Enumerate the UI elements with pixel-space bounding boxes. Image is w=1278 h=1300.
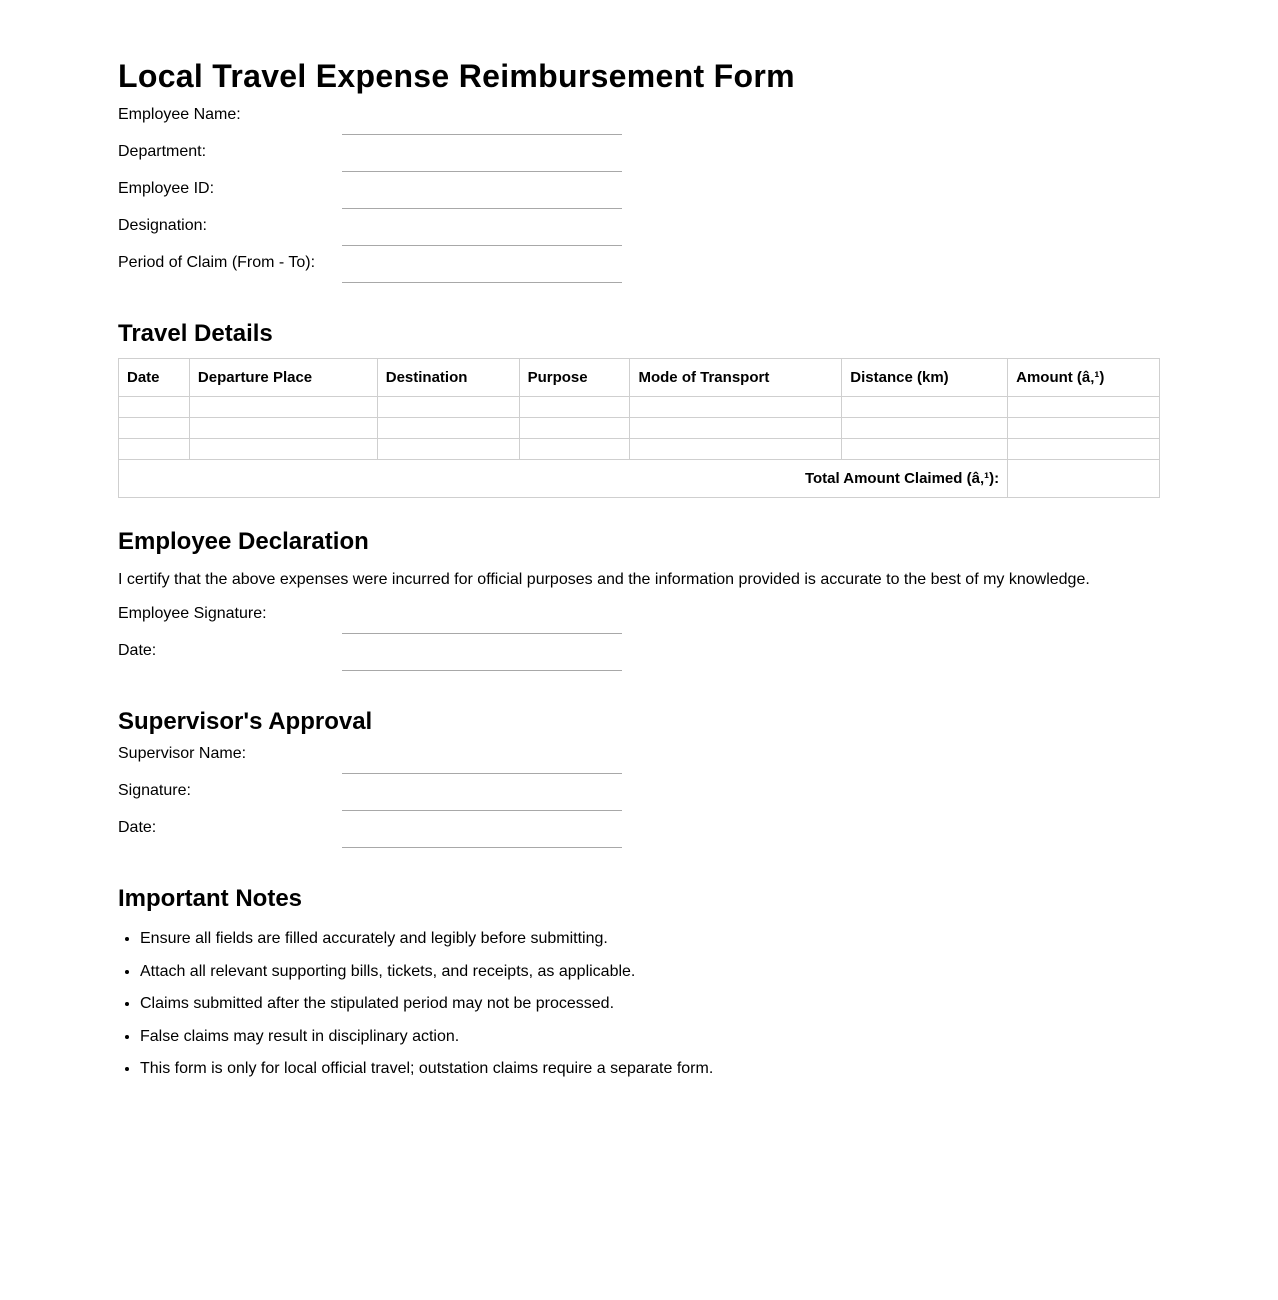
- employee-name-row: [118, 106, 622, 136]
- department-label: Department:: [118, 143, 207, 160]
- employee-id-input[interactable]: [342, 190, 622, 209]
- approval-date-input[interactable]: [342, 829, 622, 848]
- list-item: • Attach all relevant supporting bills, tickets, and receipts, as applicable.: [140, 961, 713, 994]
- page-title: Local Travel Expense Reimbursement Form: [118, 58, 795, 94]
- supervisor-name-row: [118, 745, 622, 775]
- table-cell[interactable]: [377, 439, 519, 460]
- table-cell[interactable]: [119, 439, 190, 460]
- table-row: [119, 418, 1160, 439]
- table-row: [119, 439, 1160, 460]
- declaration-date-row: [118, 642, 622, 672]
- table-cell[interactable]: [1008, 397, 1160, 418]
- designation-row: [118, 217, 622, 247]
- claim-period-label: Period of Claim (From - To):: [118, 254, 316, 271]
- travel-details-heading: Travel Details: [118, 320, 273, 347]
- claim-period-input[interactable]: [342, 264, 622, 283]
- department-row: [118, 143, 622, 173]
- designation-label: Designation:: [118, 217, 207, 234]
- travel-details-table: [118, 358, 1160, 498]
- column-header-amount: Amount (â‚¹): [1008, 359, 1160, 397]
- employee-name-input[interactable]: [342, 116, 622, 135]
- table-cell[interactable]: [377, 418, 519, 439]
- table-cell[interactable]: [842, 397, 1008, 418]
- list-item: • False claims may result in disciplinary action.: [140, 1026, 713, 1059]
- employee-id-label: Employee ID:: [118, 180, 215, 197]
- important-notes-heading: Important Notes: [118, 885, 303, 912]
- notes-list: [118, 928, 713, 1091]
- supervisor-signature-input[interactable]: [342, 792, 622, 811]
- table-cell[interactable]: [189, 397, 377, 418]
- employee-signature-row: [118, 605, 622, 635]
- table-cell[interactable]: [630, 397, 842, 418]
- employee-declaration-heading: Employee Declaration: [118, 528, 369, 555]
- table-row: [119, 397, 1160, 418]
- supervisor-name-label: Supervisor Name:: [118, 745, 247, 762]
- declaration-text: I certify that the above expenses were incurred for official purposes and the information provided is accurate to the best of my knowledge.: [118, 571, 1090, 588]
- table-cell[interactable]: [189, 439, 377, 460]
- list-item: • This form is only for local official travel; outstation claims require a separate form.: [140, 1058, 713, 1091]
- supervisor-approval-heading: Supervisor's Approval: [118, 708, 373, 735]
- column-header-mode-of-transport: Mode of Transport: [630, 359, 842, 397]
- table-cell[interactable]: [519, 397, 630, 418]
- declaration-date-input[interactable]: [342, 652, 622, 671]
- supervisor-signature-label: Signature:: [118, 782, 191, 799]
- table-cell[interactable]: [519, 418, 630, 439]
- table-cell[interactable]: [1008, 418, 1160, 439]
- table-cell[interactable]: [189, 418, 377, 439]
- employee-id-row: [118, 180, 622, 210]
- column-header-departure-place: Departure Place: [189, 359, 377, 397]
- declaration-date-label: Date:: [118, 642, 157, 659]
- list-item: • Claims submitted after the stipulated period may not be processed.: [140, 993, 713, 1026]
- total-amount-label: Total Amount Claimed (â‚¹):: [119, 460, 1008, 498]
- employee-signature-input[interactable]: [342, 615, 622, 634]
- approval-date-label: Date:: [118, 819, 157, 836]
- table-cell[interactable]: [630, 418, 842, 439]
- total-amount-cell[interactable]: [1008, 460, 1160, 498]
- column-header-distance: Distance (km): [842, 359, 1008, 397]
- supervisor-name-input[interactable]: [342, 755, 622, 774]
- column-header-purpose: Purpose: [519, 359, 630, 397]
- list-item: • Ensure all fields are filled accurately and legibly before submitting.: [140, 928, 713, 961]
- column-header-date: Date: [119, 359, 190, 397]
- table-cell[interactable]: [630, 439, 842, 460]
- table-cell[interactable]: [119, 397, 190, 418]
- table-cell[interactable]: [519, 439, 630, 460]
- table-cell[interactable]: [842, 418, 1008, 439]
- employee-name-label: Employee Name:: [118, 106, 241, 123]
- supervisor-signature-row: [118, 782, 622, 812]
- table-cell[interactable]: [842, 439, 1008, 460]
- claim-period-row: [118, 254, 622, 284]
- column-header-destination: Destination: [377, 359, 519, 397]
- table-header-row: [119, 359, 1160, 397]
- designation-input[interactable]: [342, 227, 622, 246]
- employee-signature-label: Employee Signature:: [118, 605, 267, 622]
- approval-date-row: [118, 819, 622, 849]
- table-cell[interactable]: [119, 418, 190, 439]
- total-row: [119, 460, 1160, 498]
- table-cell[interactable]: [1008, 439, 1160, 460]
- department-input[interactable]: [342, 153, 622, 172]
- table-cell[interactable]: [377, 397, 519, 418]
